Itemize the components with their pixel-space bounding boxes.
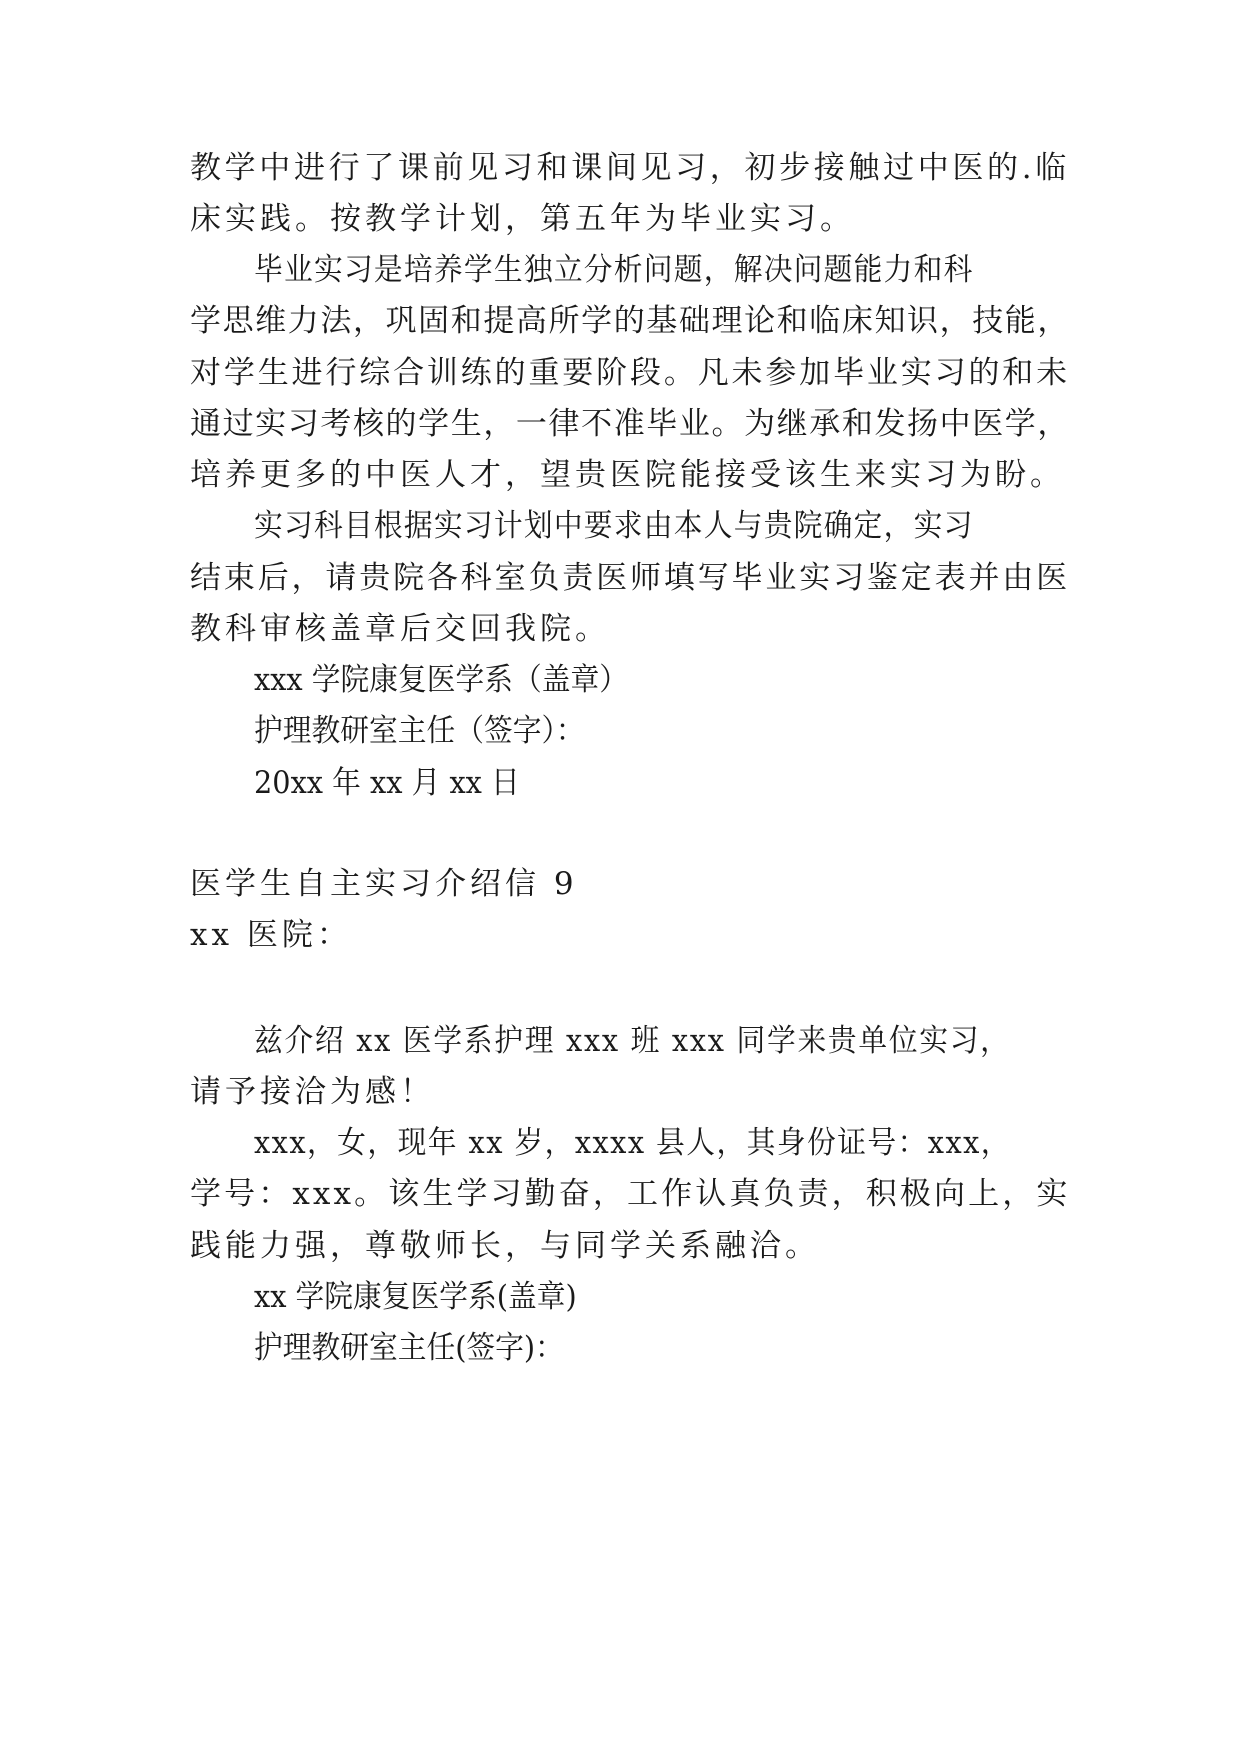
body-text-line: 实习科目根据实习计划中要求由本人与贵院确定，实习: [254, 508, 974, 544]
body-text-line: 践能力强，尊敬师长，与同学关系融洽。: [190, 1228, 820, 1264]
signature-department: xx 学院康复医学系(盖章): [254, 1279, 577, 1315]
signature-director: 护理教研室主任(签字)：: [254, 1330, 564, 1366]
body-text-line: 结束后，请贵院各科室负责医师填写毕业实习鉴定表并由医: [190, 560, 1070, 596]
body-text-line: 毕业实习是培养学生独立分析问题，解决问题能力和科: [254, 252, 974, 288]
body-text-line: 教学中进行了课前见习和课间见习，初步接触过中医的.临: [190, 150, 1070, 186]
body-text-line: 学思维力法，巩固和提高所学的基础理论和临床知识，技能，: [190, 303, 1070, 339]
body-text-line: 培养更多的中医人才，望贵医院能接受该生来实习为盼。: [190, 457, 1065, 493]
letter-salutation: xx 医院：: [190, 917, 352, 953]
body-text-line: 床实践。按教学计划，第五年为毕业实习。: [190, 201, 855, 237]
body-text-line: 教科审核盖章后交回我院。: [190, 611, 610, 647]
body-text-line: xxx，女，现年 xx 岁，xxxx 县人，其身份证号：xxx，: [254, 1125, 1011, 1161]
letter-title: 医学生自主实习介绍信 9: [190, 866, 578, 902]
body-text-line: 兹介绍 xx 医学系护理 xxx 班 xxx 同学来贵单位实习，: [254, 1023, 1011, 1059]
body-text-line: 对学生进行综合训练的重要阶段。凡未参加毕业实习的和未: [190, 355, 1070, 391]
signature-date: 20xx 年 xx 月 xx 日: [254, 765, 520, 801]
body-text-line: 学号：xxx。该生学习勤奋，工作认真负责，积极向上，实: [190, 1176, 1071, 1212]
body-text-line: 通过实习考核的学生，一律不准毕业。为继承和发扬中医学，: [190, 406, 1070, 442]
body-text-line: 请予接洽为感！: [190, 1074, 435, 1110]
signature-director: 护理教研室主任（签字）：: [254, 713, 585, 749]
signature-department: xxx 学院康复医学系（盖章）: [254, 662, 628, 698]
